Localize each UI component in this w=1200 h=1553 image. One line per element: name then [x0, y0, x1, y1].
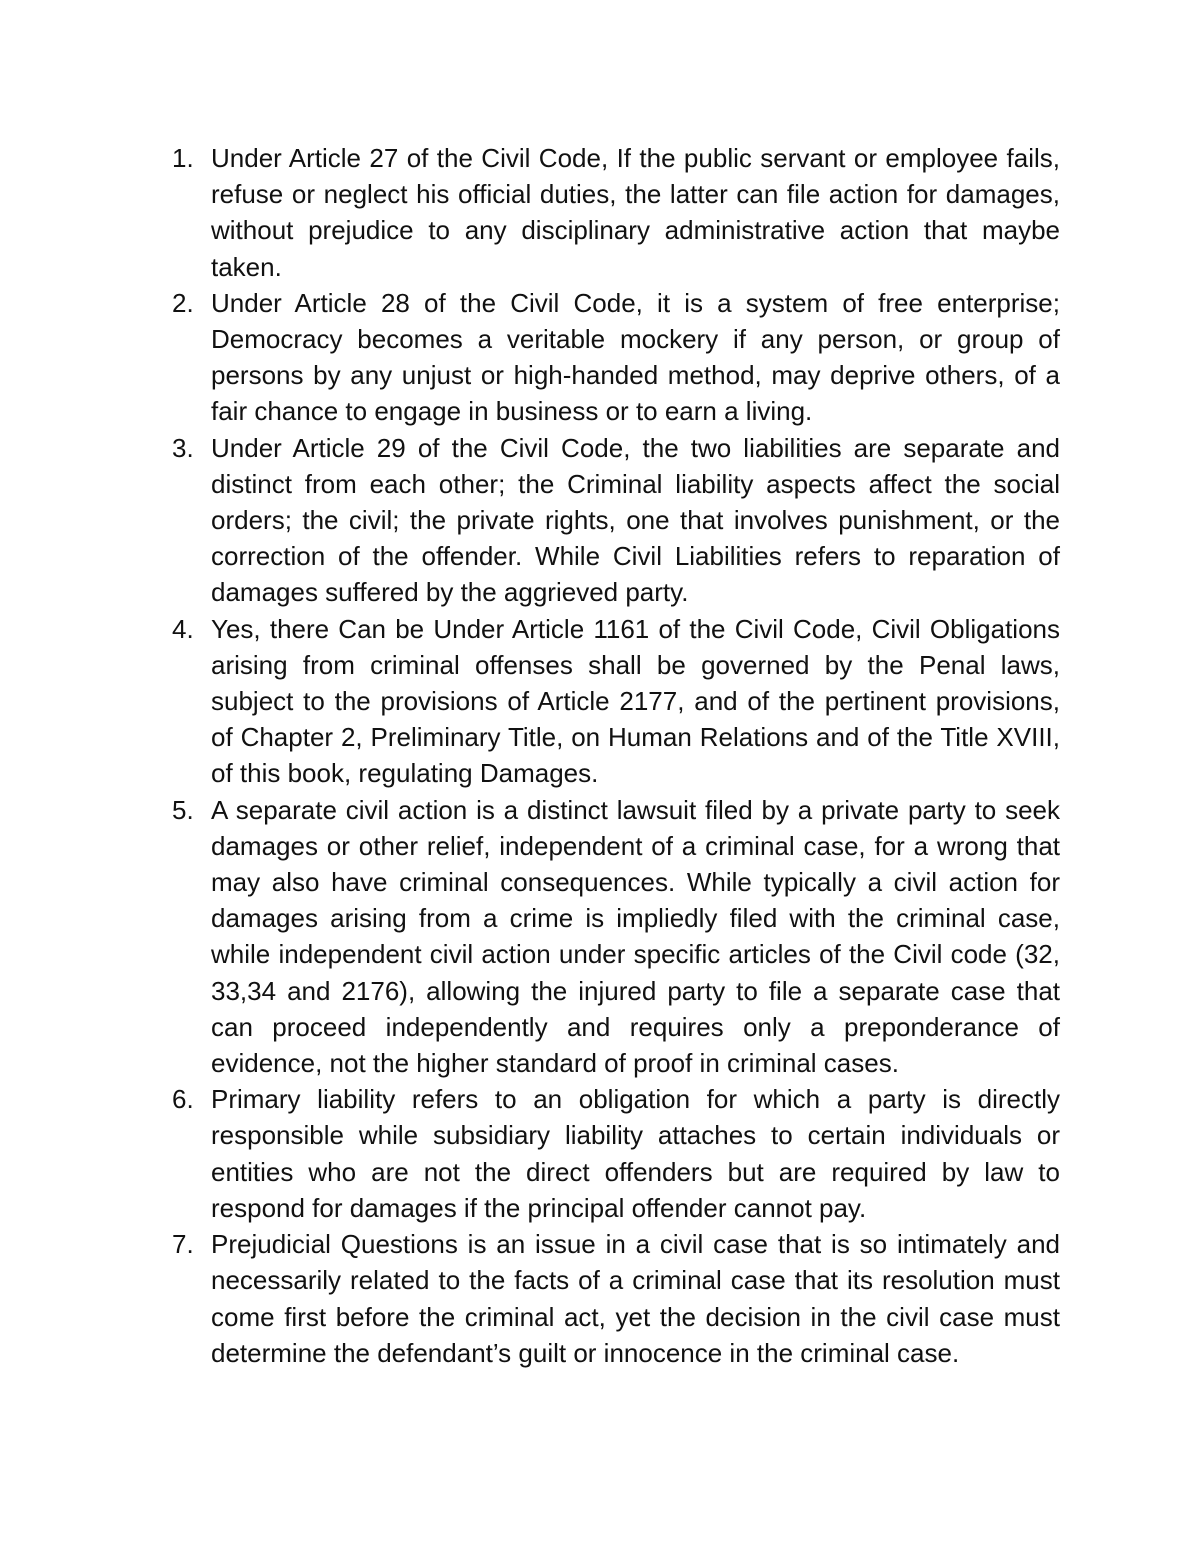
list-item [172, 611, 1060, 792]
item-text: Yes, there Can be Under Article 1161 of the Civil Code, Civil Obligations arising from criminal offenses shall be governed by the Penal laws, subject to the provisions of Article 2177, and of the pertinent provisions, of Chapter 2, Preliminary Title, on Human Relations and of the Title XVIII, of this book, regulating Damages. [211, 613, 1060, 789]
item-text: A separate civil action is a distinct lawsuit filed by a private party to seek damages or other relief, independent of a criminal case, for a wrong that may also have criminal consequences. While typically a civil action for damages arising from a crime is impliedly filed with the criminal case, while independent civil action under specific articles of the Civil code (32, 33,34 and 2176), allowing the injured party to file a separate case that can proceed independently and requires only a preponderance of evidence, not the higher standard of proof in criminal cases. [211, 794, 1060, 1079]
list-item [172, 285, 1060, 430]
item-text: Under Article 27 of the Civil Code, If the public servant or employee fails, refuse or neglect his official duties, the latter can file action for damages, without prejudice to any disciplinary administrative action that maybe taken. [211, 143, 1060, 282]
item-text: Under Article 28 of the Civil Code, it is a system of free enterprise; Democracy becomes a veritable mockery if any person, or group of persons by any unjust or high-handed method, may deprive others, of a fair chance to engage in business or to earn a living. [211, 287, 1060, 427]
item-number: 6. [172, 1084, 194, 1115]
item-number: 5. [172, 794, 194, 825]
answer-list [172, 140, 1060, 1371]
item-text: Primary liability refers to an obligation for which a party is directly responsible while subsidiary liability attaches to certain individuals or entities who are not the direct offenders but are required by law to respond for damages if the principal offender cannot pay. [211, 1084, 1060, 1223]
item-number: 7. [172, 1229, 194, 1260]
item-text: Under Article 29 of the Civil Code, the two liabilities are separate and distinct from each other; the Criminal liability aspects affect the social orders; the civil; the private rights, one that involves punishment, or the correction of the offender. While Civil Liabilities refers to reparation of damages suffered by the aggrieved party. [211, 432, 1060, 608]
item-number: 1. [172, 143, 194, 173]
list-item [172, 1081, 1060, 1226]
item-text: Prejudicial Questions is an issue in a civil case that is so intimately and necessarily related to the facts of a criminal case that its resolution must come first before the criminal act, yet the decision in the civil case must determine the defendant’s guilt or innocence in the criminal case. [211, 1229, 1060, 1368]
list-item [172, 1226, 1060, 1371]
item-number: 2. [172, 287, 194, 318]
list-item [172, 140, 1060, 285]
item-number: 3. [172, 432, 194, 463]
list-item [172, 430, 1060, 611]
list-item [172, 792, 1060, 1082]
item-number: 4. [172, 613, 194, 644]
